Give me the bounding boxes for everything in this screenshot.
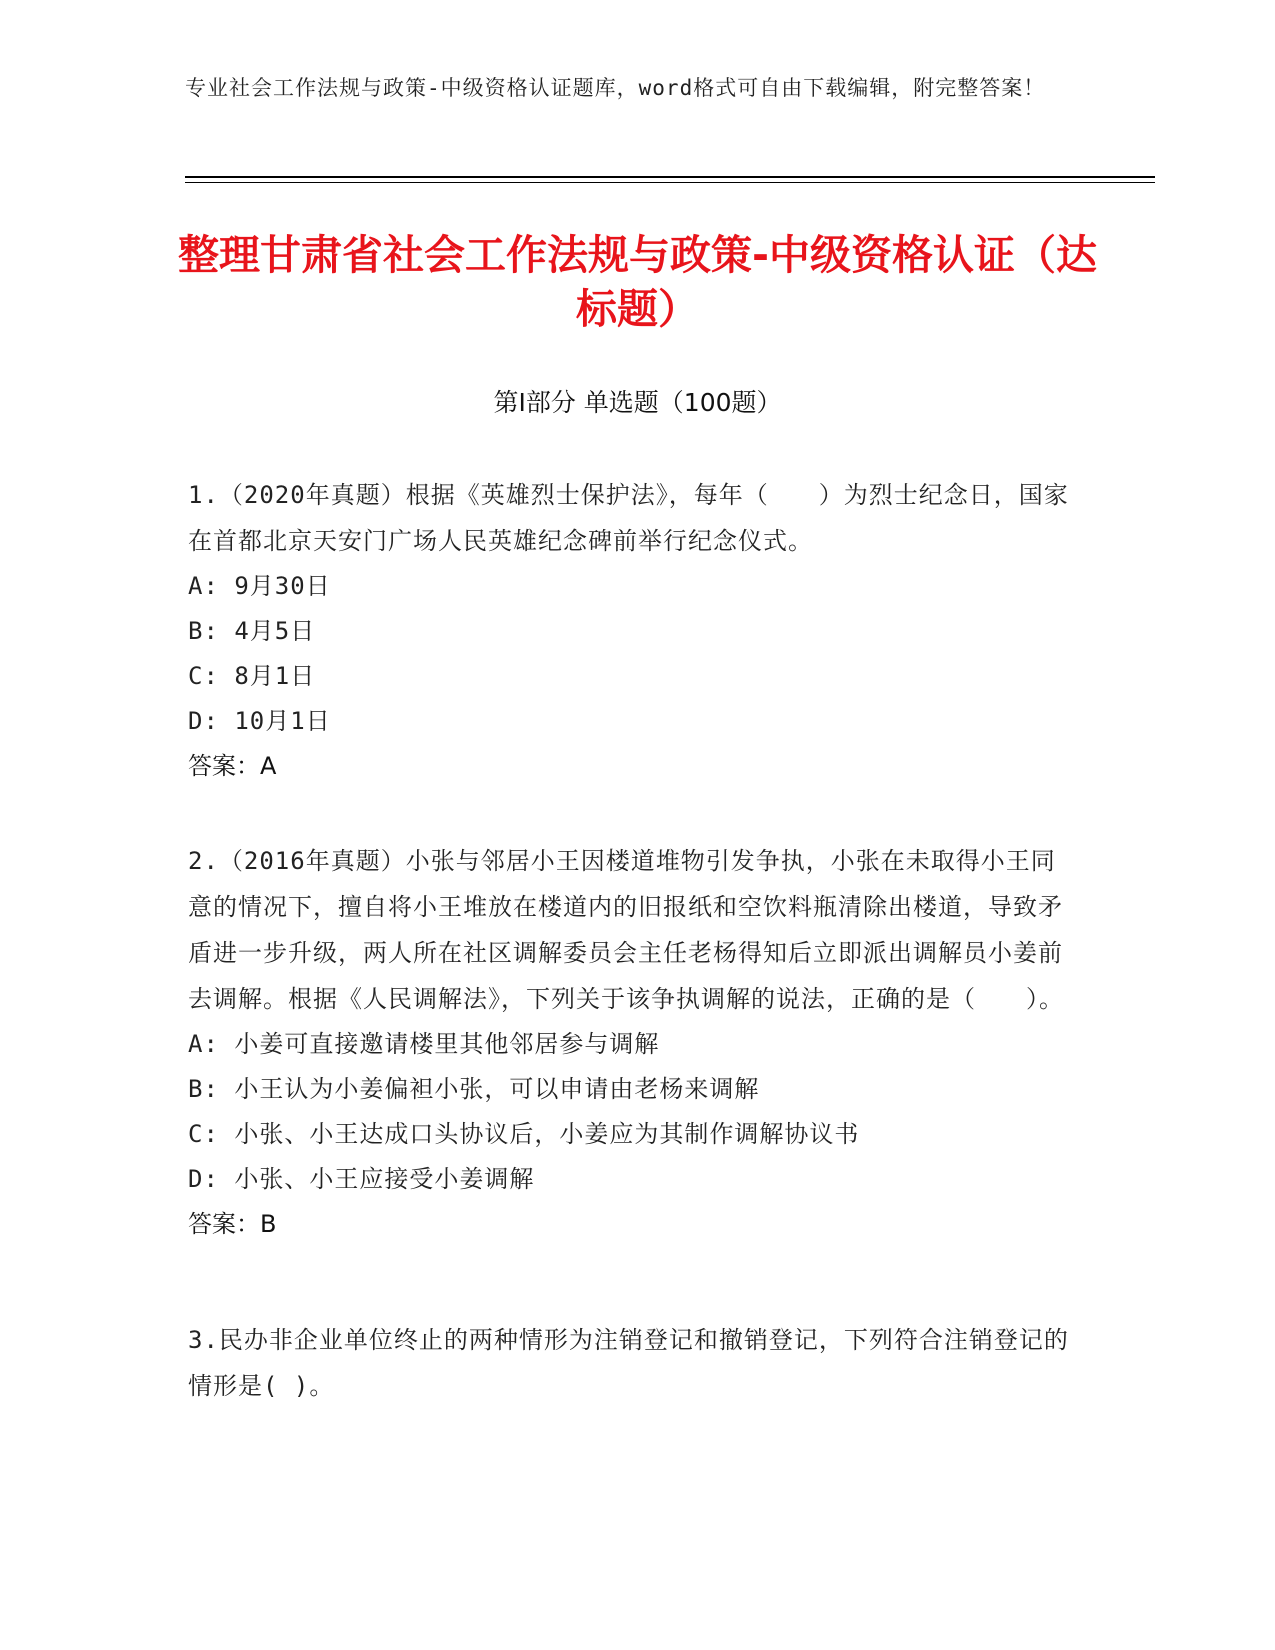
answer: 答案：B xyxy=(188,1210,277,1238)
option-d: D: 10月1日 xyxy=(188,707,331,735)
option-d: D: 小张、小王应接受小姜调解 xyxy=(188,1165,535,1193)
option-a: A: 小姜可直接邀请楼里其他邻居参与调解 xyxy=(188,1030,660,1058)
option-b: B: 小王认为小姜偏袒小张，可以申请由老杨来调解 xyxy=(188,1075,760,1103)
question-stem: 2.（2016年真题）小张与邻居小王因楼道堆物引发争执，小张在未取得小王同意的情况下，擅自将小王堆放在楼道内的旧报纸和空饮料瓶清除出楼道，导致矛盾进一步升级，两人所在社区调解委员会主任老杨得知后立即派出调解员小姜前去调解。根据《人民调解法》，下列关于该争执调解的说法，正确的是（ ）。 xyxy=(188,847,1064,1013)
option-c: C: 8月1日 xyxy=(188,662,316,690)
option-c: C: 小张、小王达成口头协议后，小姜应为其制作调解协议书 xyxy=(188,1120,860,1148)
section-title: 第Ⅰ部分 单选题（100题） xyxy=(493,388,782,417)
document-title: 整理甘肃省社会工作法规与政策-中级资格认证（达标题） xyxy=(177,231,1097,333)
question-stem: 3.民办非企业单位终止的两种情形为注销登记和撤销登记，下列符合注销登记的情形是( )。 xyxy=(188,1326,1069,1400)
header-note: 专业社会工作法规与政策-中级资格认证题库，word格式可自由下载编辑，附完整答案！ xyxy=(185,76,1046,100)
question-3 xyxy=(188,1317,1073,1409)
header-rule-thin xyxy=(185,182,1155,183)
question-2 xyxy=(188,838,1073,1247)
option-b: B: 4月5日 xyxy=(188,617,316,645)
question-1 xyxy=(188,472,1073,789)
header-rule-thick xyxy=(185,176,1155,178)
answer: 答案：A xyxy=(188,752,277,780)
question-stem: 1.（2020年真题）根据《英雄烈士保护法》，每年（ ）为烈士纪念日，国家在首都北京天安门广场人民英雄纪念碑前举行纪念仪式。 xyxy=(188,481,1069,555)
option-a: A: 9月30日 xyxy=(188,572,331,600)
